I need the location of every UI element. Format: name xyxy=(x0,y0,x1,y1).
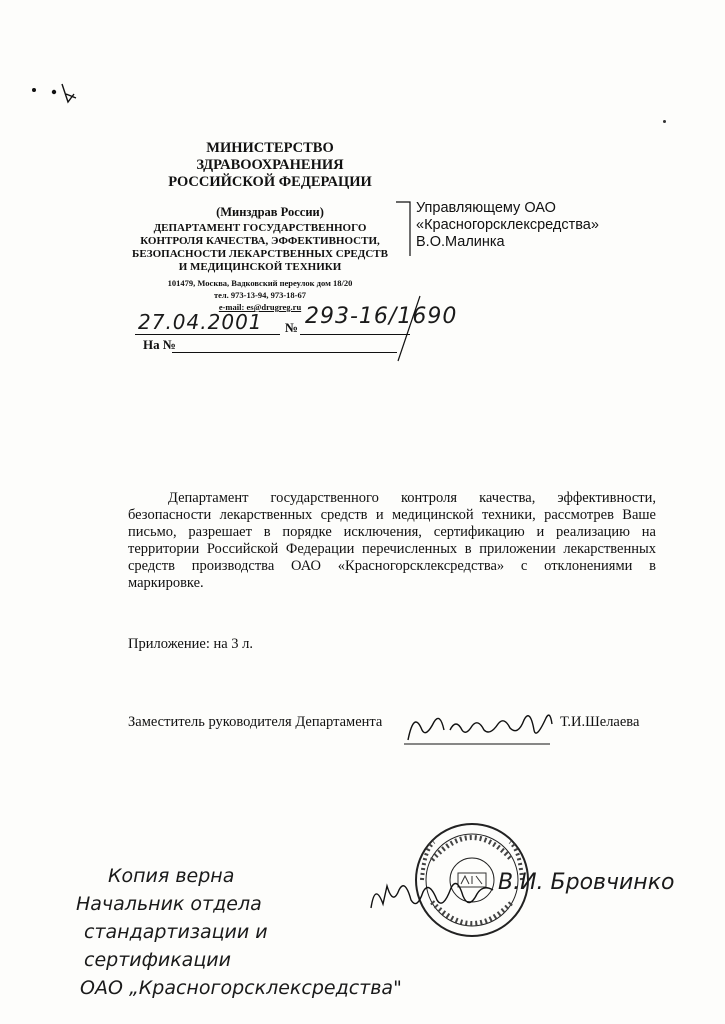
body-text: Департамент государственного контроля качества, эффективности, безопасности лекарственных средств и медицинской техники, рассмотрев Ваше письмо, разрешает в порядке исключения, сертификацию и реализацию на территории Российской Федерации перечисленных в приложении лекарственных средств производства ОАО «Красногорсклексредства» с отклонениями в маркировке. xyxy=(128,490,656,591)
addressee xyxy=(416,200,599,251)
email: e-mail: es@drugreg.ru xyxy=(218,302,302,312)
ministry-short-name: (Минздрав России) xyxy=(216,205,324,219)
dept-line-3: БЕЗОПАСНОСТИ ЛЕКАРСТВЕННЫХ СРЕДСТВ xyxy=(132,248,388,260)
address: 101479, Москва, Вадковский переулок дом 18/20 xyxy=(167,278,353,288)
scan-mark xyxy=(663,120,666,123)
certification-signature xyxy=(365,870,505,920)
cert-line-3: стандартизации и xyxy=(84,921,268,943)
addressee-line-2: «Красногорсклексредства» xyxy=(416,217,599,233)
number-handwritten: 293-16/1690 xyxy=(305,304,458,329)
ministry-line-2: ЗДРАВООХРАНЕНИЯ xyxy=(196,157,344,173)
department-name xyxy=(125,222,395,274)
scan-mark xyxy=(30,80,80,110)
date-handwritten: 27.04.2001 xyxy=(138,310,263,334)
signer-position: Заместитель руководителя Департамента xyxy=(128,714,383,730)
certification-name: В.И. Бровчинко xyxy=(498,870,675,895)
date-underline xyxy=(135,334,280,335)
body-paragraph xyxy=(128,490,656,592)
ref-underline xyxy=(172,352,397,353)
ministry-line-1: МИНИСТЕРСТВО xyxy=(206,140,334,156)
signer-name: Т.И.Шелаева xyxy=(560,714,640,730)
cert-line-4: сертификации xyxy=(84,949,231,971)
dept-line-1: ДЕПАРТАМЕНТ ГОСУДАРСТВЕННОГО xyxy=(153,222,367,234)
attachment-note: Приложение: на 3 л. xyxy=(128,636,254,652)
cert-line-1: Копия верна xyxy=(108,865,235,887)
cert-line-2: Начальник отдела xyxy=(76,893,262,915)
number-label: № xyxy=(285,320,299,335)
ministry-line-3: РОССИЙСКОЙ ФЕДЕРАЦИИ xyxy=(168,174,372,190)
addressee-line-1: Управляющему ОАО xyxy=(416,200,556,216)
dept-line-2: КОНТРОЛЯ КАЧЕСТВА, ЭФФЕКТИВНОСТИ, xyxy=(140,235,380,247)
addressee-line-3: В.О.Малинка xyxy=(416,234,505,250)
dept-line-4: И МЕДИЦИНСКОЙ ТЕХНИКИ xyxy=(178,261,342,273)
certification-note xyxy=(70,862,402,1002)
ministry-name xyxy=(150,140,390,191)
handwritten-signature xyxy=(400,700,560,750)
ref-label: На № xyxy=(143,337,176,352)
phone: тел. 973-13-94, 973-18-67 xyxy=(213,290,307,300)
cert-line-5: ОАО „Красногорсклексредства" xyxy=(80,977,402,999)
